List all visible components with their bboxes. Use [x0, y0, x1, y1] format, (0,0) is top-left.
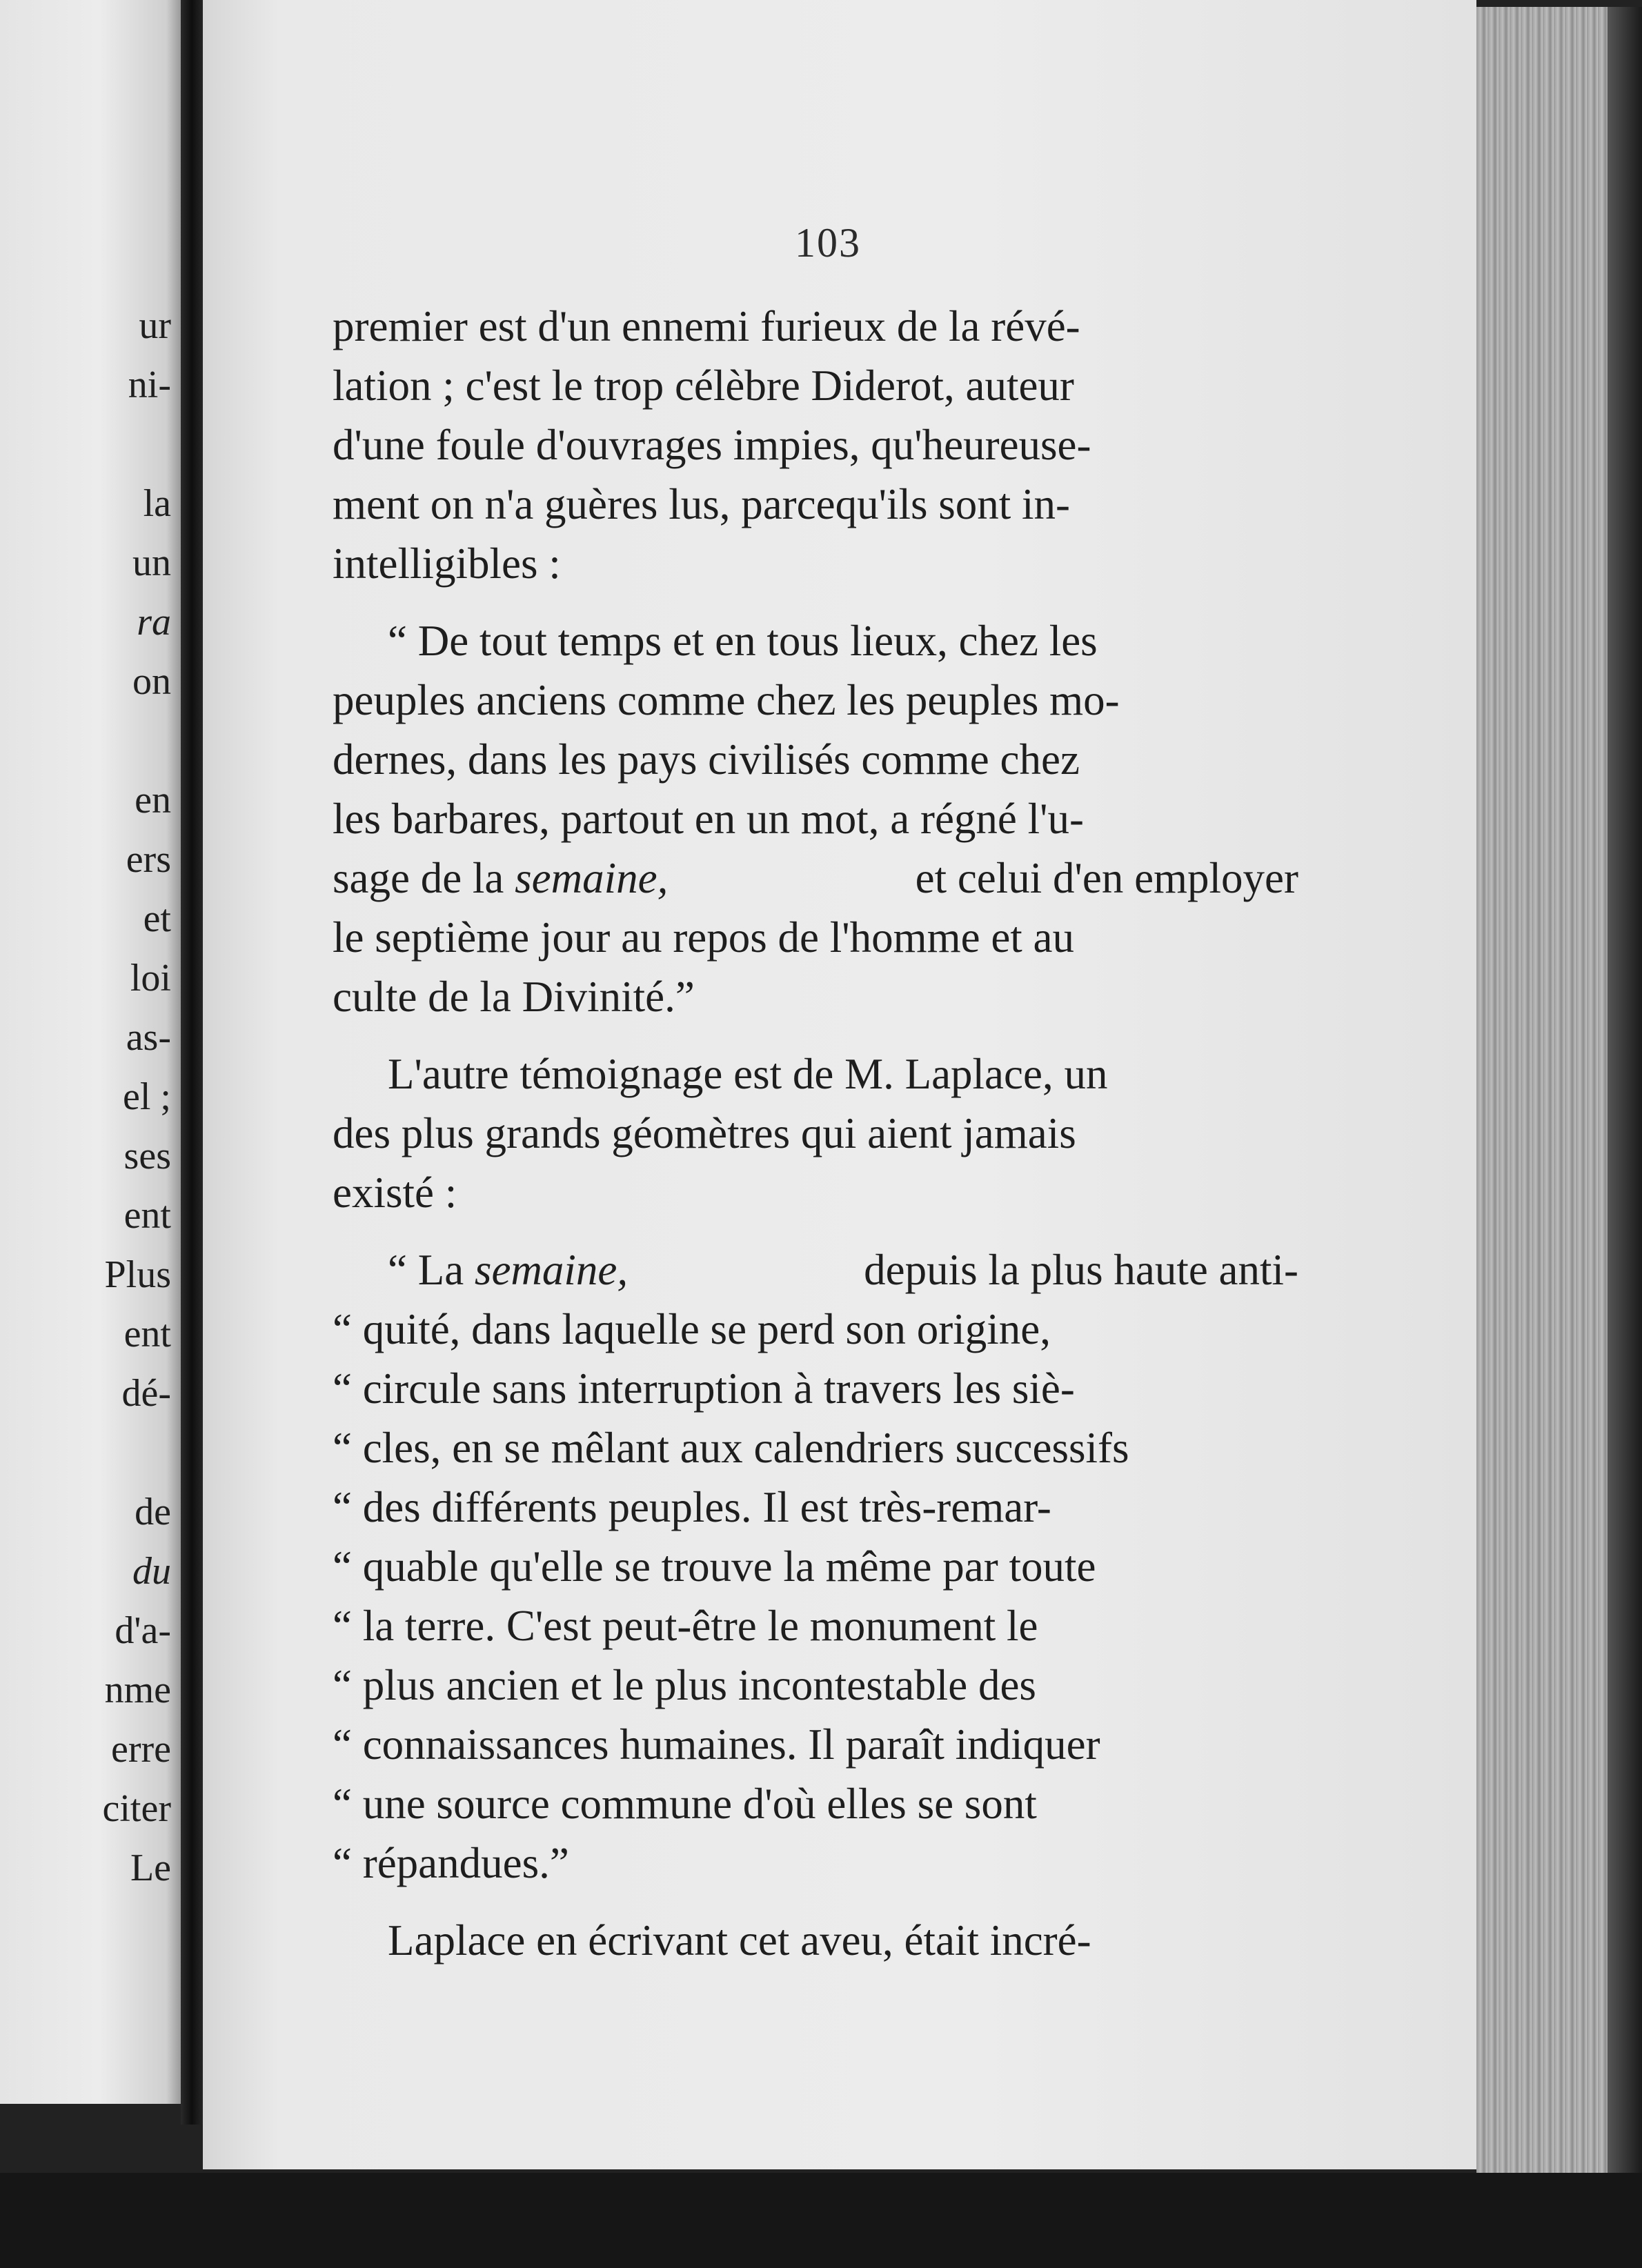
book-gutter	[181, 0, 203, 2125]
left-page-fragment: on	[132, 660, 171, 703]
text-line: “ répandues.”	[333, 1839, 569, 1887]
left-page	[0, 0, 181, 2104]
left-page-fragment: ur	[139, 304, 171, 347]
text-line	[333, 848, 1298, 908]
text-line: dernes, dans les pays civilisés comme chez	[333, 735, 1080, 784]
left-page-fragment: el ;	[123, 1075, 171, 1118]
left-page-fragment: erre	[110, 1728, 171, 1771]
text-segment: “ La semaine,	[388, 1246, 629, 1294]
left-page-fragment: citer	[102, 1787, 171, 1830]
page-number: 103	[795, 220, 861, 266]
text-line: le septième jour au repos de l'homme et au	[333, 913, 1074, 962]
text-line	[333, 1240, 1298, 1300]
text-line: existé :	[333, 1168, 457, 1217]
text-line: ment on n'a guères lus, parcequ'ils sont in-	[333, 480, 1070, 528]
scan-bottom-border	[0, 2173, 1642, 2268]
left-page-fragment: ses	[123, 1135, 171, 1177]
text-line: “ connaissances humaines. Il paraît indiquer	[333, 1720, 1100, 1769]
italic-word: semaine,	[515, 854, 669, 902]
text-line: culte de la Divinité.”	[333, 973, 695, 1021]
page-edges	[1476, 7, 1614, 2180]
left-page-fragment: ent	[123, 1313, 171, 1355]
text-line: “ quité, dans laquelle se perd son origine,	[333, 1305, 1051, 1353]
left-page-fragment: d'a-	[115, 1609, 171, 1652]
text-line: “ cles, en se mêlant aux calendriers successifs	[333, 1424, 1129, 1472]
left-page-fragment: nme	[104, 1669, 171, 1711]
left-page-fragment: de	[135, 1491, 171, 1533]
text-line: intelligibles :	[333, 539, 561, 588]
text-line: “ De tout temps et en tous lieux, chez les	[388, 617, 1098, 665]
left-page-fragment: ent	[123, 1194, 171, 1237]
page-edge-shadow	[1608, 7, 1642, 2194]
text-line: des plus grands géomètres qui aient jamais	[333, 1109, 1076, 1157]
text-line: d'une foule d'ouvrages impies, qu'heureuse-	[333, 421, 1091, 469]
text-segment: depuis la plus haute anti-	[864, 1246, 1298, 1294]
left-page-fragment: as-	[126, 1016, 171, 1059]
left-page-fragment: loi	[130, 957, 171, 999]
text-line: “ la terre. C'est peut-être le monument le	[333, 1602, 1038, 1650]
text-line: Laplace en écrivant cet aveu, était incré-	[388, 1916, 1091, 1964]
left-page-fragment: Plus	[104, 1253, 171, 1296]
text-segment: et celui d'en employer	[915, 854, 1298, 902]
text-line: “ une source commune d'où elles se sont	[333, 1780, 1037, 1828]
text-line: peuples anciens comme chez les peuples mo-	[333, 676, 1120, 724]
left-page-fragment: un	[132, 541, 171, 584]
left-page-fragment: ra	[137, 601, 171, 644]
left-page-fragment: la	[143, 482, 171, 525]
text-line: “ plus ancien et le plus incontestable des	[333, 1661, 1036, 1709]
text-line: premier est d'un ennemi furieux de la révé-	[333, 302, 1080, 350]
text-line: “ circule sans interruption à travers les siè-	[333, 1364, 1075, 1413]
page-body	[333, 297, 1298, 1970]
left-page-fragment: Le	[130, 1847, 171, 1889]
italic-word: semaine,	[474, 1246, 629, 1294]
text-line: “ des différents peuples. Il est très-remar-	[333, 1483, 1051, 1531]
text-line: L'autre témoignage est de M. Laplace, un	[388, 1050, 1108, 1098]
left-page-fragment: dé-	[121, 1372, 171, 1415]
text-line: lation ; c'est le trop célèbre Diderot, auteur	[333, 361, 1074, 410]
left-page-fragment: et	[143, 897, 171, 940]
text-segment: sage de la semaine,	[333, 854, 669, 902]
text-line: les barbares, partout en un mot, a régné l'u-	[333, 795, 1084, 843]
text-line: “ quable qu'elle se trouve la même par toute	[333, 1542, 1096, 1591]
left-page-fragment: en	[135, 779, 171, 822]
left-page-fragment: ni-	[128, 364, 171, 406]
left-page-fragment: du	[132, 1550, 171, 1593]
left-page-fragment: ers	[126, 838, 171, 881]
